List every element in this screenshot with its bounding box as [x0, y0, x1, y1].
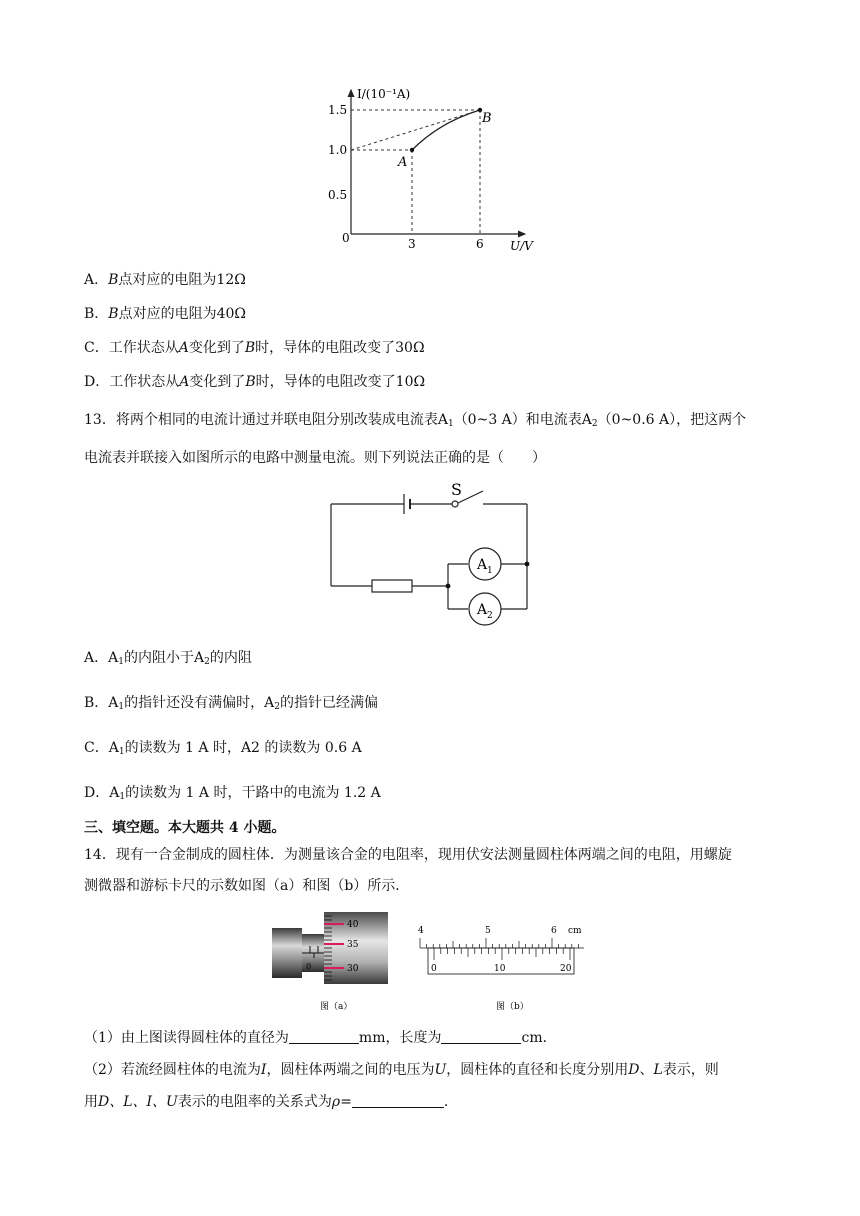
micrometer-tick-35: 35 [347, 940, 359, 950]
caliper-main-5: 5 [485, 926, 491, 936]
q14-sub2-line1: （2）若流经圆柱体的电流为I，圆柱体两端之间的电压为U，圆柱体的直径和长度分别用D、L表示，则 [84, 1062, 719, 1078]
caliper-main-4: 4 [418, 926, 424, 936]
micrometer-figure [270, 908, 400, 1016]
origin-label: 0 [342, 231, 350, 245]
svg-text:A: A [477, 602, 488, 618]
q14-stem-line2: 测微器和游标卡尺的示数如图（a）和图（b）所示． [84, 878, 410, 894]
point-b-label: B [482, 111, 492, 126]
diameter-blank[interactable] [289, 1029, 359, 1044]
section-3-heading: 三、填空题。本大题共 4 小题。 [84, 820, 286, 836]
iu-graph [320, 82, 550, 252]
q12-option-b: B．B点对应的电阻为40Ω [84, 306, 247, 322]
caption-b: 图（b） [496, 1002, 529, 1012]
caliper-vernier-0: 0 [431, 964, 437, 974]
q12-option-c: C．工作状态从A变化到了B时，导体的电阻改变了30Ω [84, 340, 425, 356]
switch-contact [452, 501, 458, 507]
x-tick-3: 3 [408, 237, 416, 251]
micrometer-tick-40: 40 [347, 920, 359, 930]
resistor [372, 580, 412, 592]
y-tick-1.0: 1.0 [328, 143, 348, 157]
svg-text:1: 1 [487, 566, 493, 576]
caliper-vernier-10: 10 [494, 964, 506, 974]
q14-sub1: （1）由上图读得圆柱体的直径为 mm，长度为 cm． [84, 1030, 557, 1046]
q14-sub2-line2: 用D、L、I、U表示的电阻率的关系式为ρ= . [84, 1094, 449, 1110]
q13-stem-line2: 电流表并联接入如图所示的电路中测量电流。则下列说法正确的是（ ） [84, 450, 546, 466]
micrometer-zero-label: 0 [306, 962, 312, 971]
y-tick-0.5: 0.5 [328, 188, 348, 202]
q13-option-a: A．$A_1$的内阻小于$A_2$的内阻 [84, 650, 252, 667]
q14-stem-line1: 14．现有一合金制成的圆柱体．为测量该合金的电阻率，现用伏安法测量圆柱体两端之间的电阻，用螺旋 [84, 847, 732, 863]
q13-option-d: D．$A_1$的读数为 1 A 时，干路中的电流为 1.2 A [84, 785, 381, 802]
q12-option-a: A．B点对应的电阻为12Ω [84, 272, 246, 288]
micrometer-tick-30: 30 [347, 964, 359, 974]
caliper-vernier-20: 20 [560, 964, 572, 974]
x-axis-label: U/V [510, 239, 533, 252]
y-axis-label: I/(10⁻¹A) [357, 87, 411, 101]
iu-curve [412, 110, 480, 150]
length-blank[interactable] [441, 1029, 521, 1044]
point-a [410, 148, 414, 152]
resistivity-blank[interactable] [352, 1093, 444, 1108]
q13-stem-line1: 13．将两个相同的电流计通过并联电阻分别改装成电流表$A_1(0\sim 3$ A）和电流表$A_2(0\sim 0.6$ A），把这两个 [84, 412, 747, 429]
caption-a: 图（a） [320, 1002, 353, 1012]
caliper-figure [412, 920, 592, 1016]
y-tick-1.5: 1.5 [328, 103, 348, 117]
circuit-diagram [320, 478, 540, 630]
caliper-unit: cm [568, 926, 582, 936]
point-a-label: A [398, 155, 408, 170]
q12-option-d: D．工作状态从A变化到了B时，导体的电阻改变了10Ω [84, 374, 426, 390]
q13-option-b: B．$A_1$的指针还没有满偏时，$A_2$的指针已经满偏 [84, 695, 379, 712]
q13-option-c: C．$A_1$的读数为 1 A 时，A2 的读数为 0.6 A [84, 740, 362, 757]
junction-right [525, 562, 530, 567]
svg-text:A: A [477, 557, 488, 573]
switch-label: S [451, 480, 462, 499]
junction-left [446, 584, 451, 589]
x-tick-6: 6 [476, 237, 484, 251]
svg-text:2: 2 [487, 611, 493, 621]
caliper-main-6: 6 [551, 926, 557, 936]
